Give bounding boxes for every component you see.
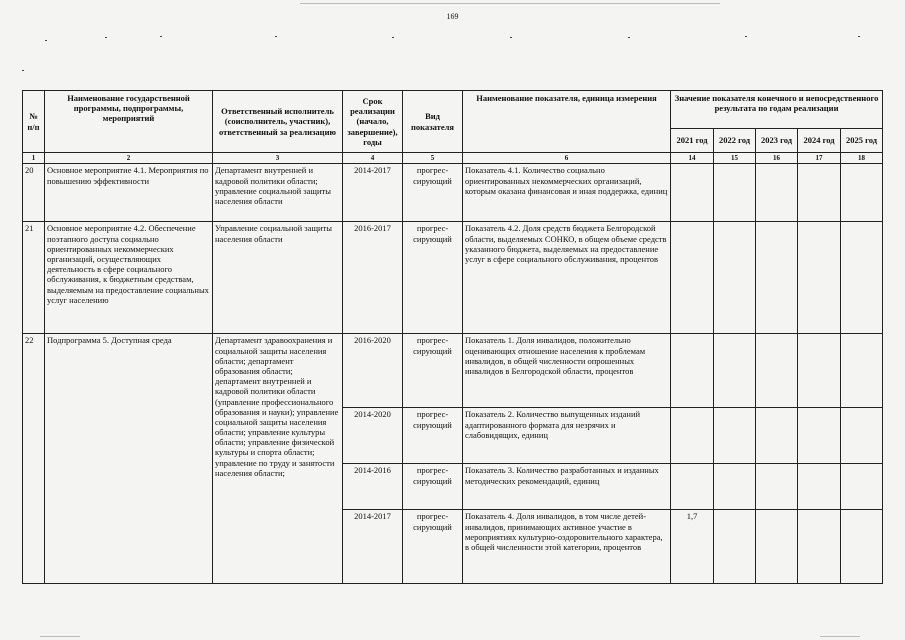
row-term: 2016-2017 [343, 222, 403, 334]
scan-speck [510, 37, 512, 38]
row-number: 22 [23, 334, 45, 584]
scan-edge-bottom-right [820, 636, 860, 637]
column-number: 18 [841, 153, 883, 164]
row-responsible: Управление социальной защиты населения области [213, 222, 343, 334]
row-kind: прогрес-сирующий [403, 334, 463, 408]
value-cell [798, 164, 841, 222]
column-number: 4 [343, 153, 403, 164]
row-indicator: Показатель 4.2. Доля средств бюджета Белгородской области, выделяемых СОНКО, в общем объеме средств указанного бюджета, выделяемых на предоставление услуг в сфере социального обслуживания, процентов [463, 222, 671, 334]
value-cell [714, 164, 756, 222]
value-cell [714, 222, 756, 334]
value-cell [798, 464, 841, 510]
header-no: № п/п [23, 91, 45, 153]
value-cell [798, 222, 841, 334]
scan-speck [105, 37, 107, 38]
header-year: 2021 год [671, 129, 714, 153]
header-year: 2025 год [841, 129, 883, 153]
value-cell [798, 334, 841, 408]
value-cell [714, 464, 756, 510]
scan-speck [628, 37, 630, 38]
column-number: 6 [463, 153, 671, 164]
header-indicator: Наименование показателя, единица измерения [463, 91, 671, 153]
scan-edge-top [300, 3, 720, 4]
value-cell [756, 334, 798, 408]
header-year: 2022 год [714, 129, 756, 153]
row-kind: прогрес-сирующий [403, 164, 463, 222]
value-cell [714, 408, 756, 464]
value-cell [671, 222, 714, 334]
value-cell [798, 408, 841, 464]
row-name: Основное мероприятие 4.2. Обеспечение поэтапного доступа социально ориентированных некоммерческих организаций, осуществляющих деятельность в сфере социального обслуживания, к бюджетным средствам, выделяемым на предоставление социальных услуг населению [45, 222, 213, 334]
header-values-title: Значение показателя конечного и непосредственного результата по годам реализации [671, 91, 883, 129]
value-cell [671, 334, 714, 408]
row-term: 2016-2020 [343, 334, 403, 408]
value-cell [671, 164, 714, 222]
row-number: 20 [23, 164, 45, 222]
value-cell [756, 164, 798, 222]
column-number: 1 [23, 153, 45, 164]
column-number: 16 [756, 153, 798, 164]
value-cell [841, 408, 883, 464]
scan-speck [45, 40, 47, 41]
row-kind: прогрес-сирующий [403, 510, 463, 584]
column-number: 17 [798, 153, 841, 164]
page-number: 169 [446, 12, 459, 21]
scan-speck [745, 36, 747, 37]
row-term: 2014-2020 [343, 408, 403, 464]
value-cell: 1,7 [671, 510, 714, 584]
value-cell [756, 510, 798, 584]
header-responsible: Ответственный исполнитель (соисполнитель, участник), ответственный за реализацию [213, 91, 343, 153]
header-kind: Вид показателя [403, 91, 463, 153]
row-responsible: Департамент здравоохранения и социальной защиты населения области; департамент образования области; департамент внутренней и кадровой политики области (управление профессионального образования и науки); управление социальной защиты населения области; управление культуры области; управление физической культуры и спорта области; управление по труду и занятости населения области; [213, 334, 343, 584]
row-name: Основное мероприятие 4.1. Мероприятия по повышению эффективности [45, 164, 213, 222]
table-row [23, 222, 883, 334]
value-cell [756, 408, 798, 464]
row-name: Подпрограмма 5. Доступная среда [45, 334, 213, 584]
value-cell [841, 222, 883, 334]
row-indicator: Показатель 4.1. Количество социально ориентированных некоммерческих организаций, которым оказана финансовая и иная поддержка, единиц [463, 164, 671, 222]
row-term: 2014-2017 [343, 164, 403, 222]
value-cell [798, 510, 841, 584]
row-kind: прогрес-сирующий [403, 464, 463, 510]
column-number: 2 [45, 153, 213, 164]
scan-speck [160, 36, 162, 37]
row-indicator: Показатель 4. Доля инвалидов, в том числе детей-инвалидов, принимающих активное участие в мероприятиях культурно-оздоровительного характера, в общей численности этой категории, процентов [463, 510, 671, 584]
scan-speck [858, 36, 860, 37]
scan-speck [22, 70, 24, 71]
row-number: 21 [23, 222, 45, 334]
row-responsible: Департамент внутренней и кадровой политики области; управление социальной защиты населения области [213, 164, 343, 222]
value-cell [671, 464, 714, 510]
table-row [23, 164, 883, 222]
header-year: 2024 год [798, 129, 841, 153]
value-cell [756, 222, 798, 334]
table-row [23, 334, 883, 408]
row-kind: прогрес-сирующий [403, 222, 463, 334]
value-cell [841, 464, 883, 510]
value-cell [841, 510, 883, 584]
header-year: 2023 год [756, 129, 798, 153]
value-cell [714, 334, 756, 408]
column-number: 5 [403, 153, 463, 164]
header-name: Наименование государственной программы, подпрограммы, мероприятий [45, 91, 213, 153]
row-indicator: Показатель 1. Доля инвалидов, положительно оценивающих отношение населения к проблемам инвалидов, в общей численности опрошенных инвалидов в Белгородской области, процентов [463, 334, 671, 408]
value-cell [714, 510, 756, 584]
header-term: Срок реализации (начало, завершение), годы [343, 91, 403, 153]
value-cell [841, 334, 883, 408]
scan-edge-bottom-left [40, 636, 80, 637]
row-indicator: Показатель 2. Количество выпущенных изданий адаптированного формата для незрячих и слабовидящих, единиц [463, 408, 671, 464]
value-cell [841, 164, 883, 222]
value-cell [756, 464, 798, 510]
indicators-table [22, 90, 883, 584]
row-indicator: Показатель 3. Количество разработанных и изданных методических рекомендаций, единиц [463, 464, 671, 510]
row-term: 2014-2016 [343, 464, 403, 510]
value-cell [671, 408, 714, 464]
scan-speck [275, 36, 277, 37]
row-kind: прогрес-сирующий [403, 408, 463, 464]
column-number: 3 [213, 153, 343, 164]
column-number: 15 [714, 153, 756, 164]
scan-speck [392, 37, 394, 38]
column-number: 14 [671, 153, 714, 164]
row-term: 2014-2017 [343, 510, 403, 584]
